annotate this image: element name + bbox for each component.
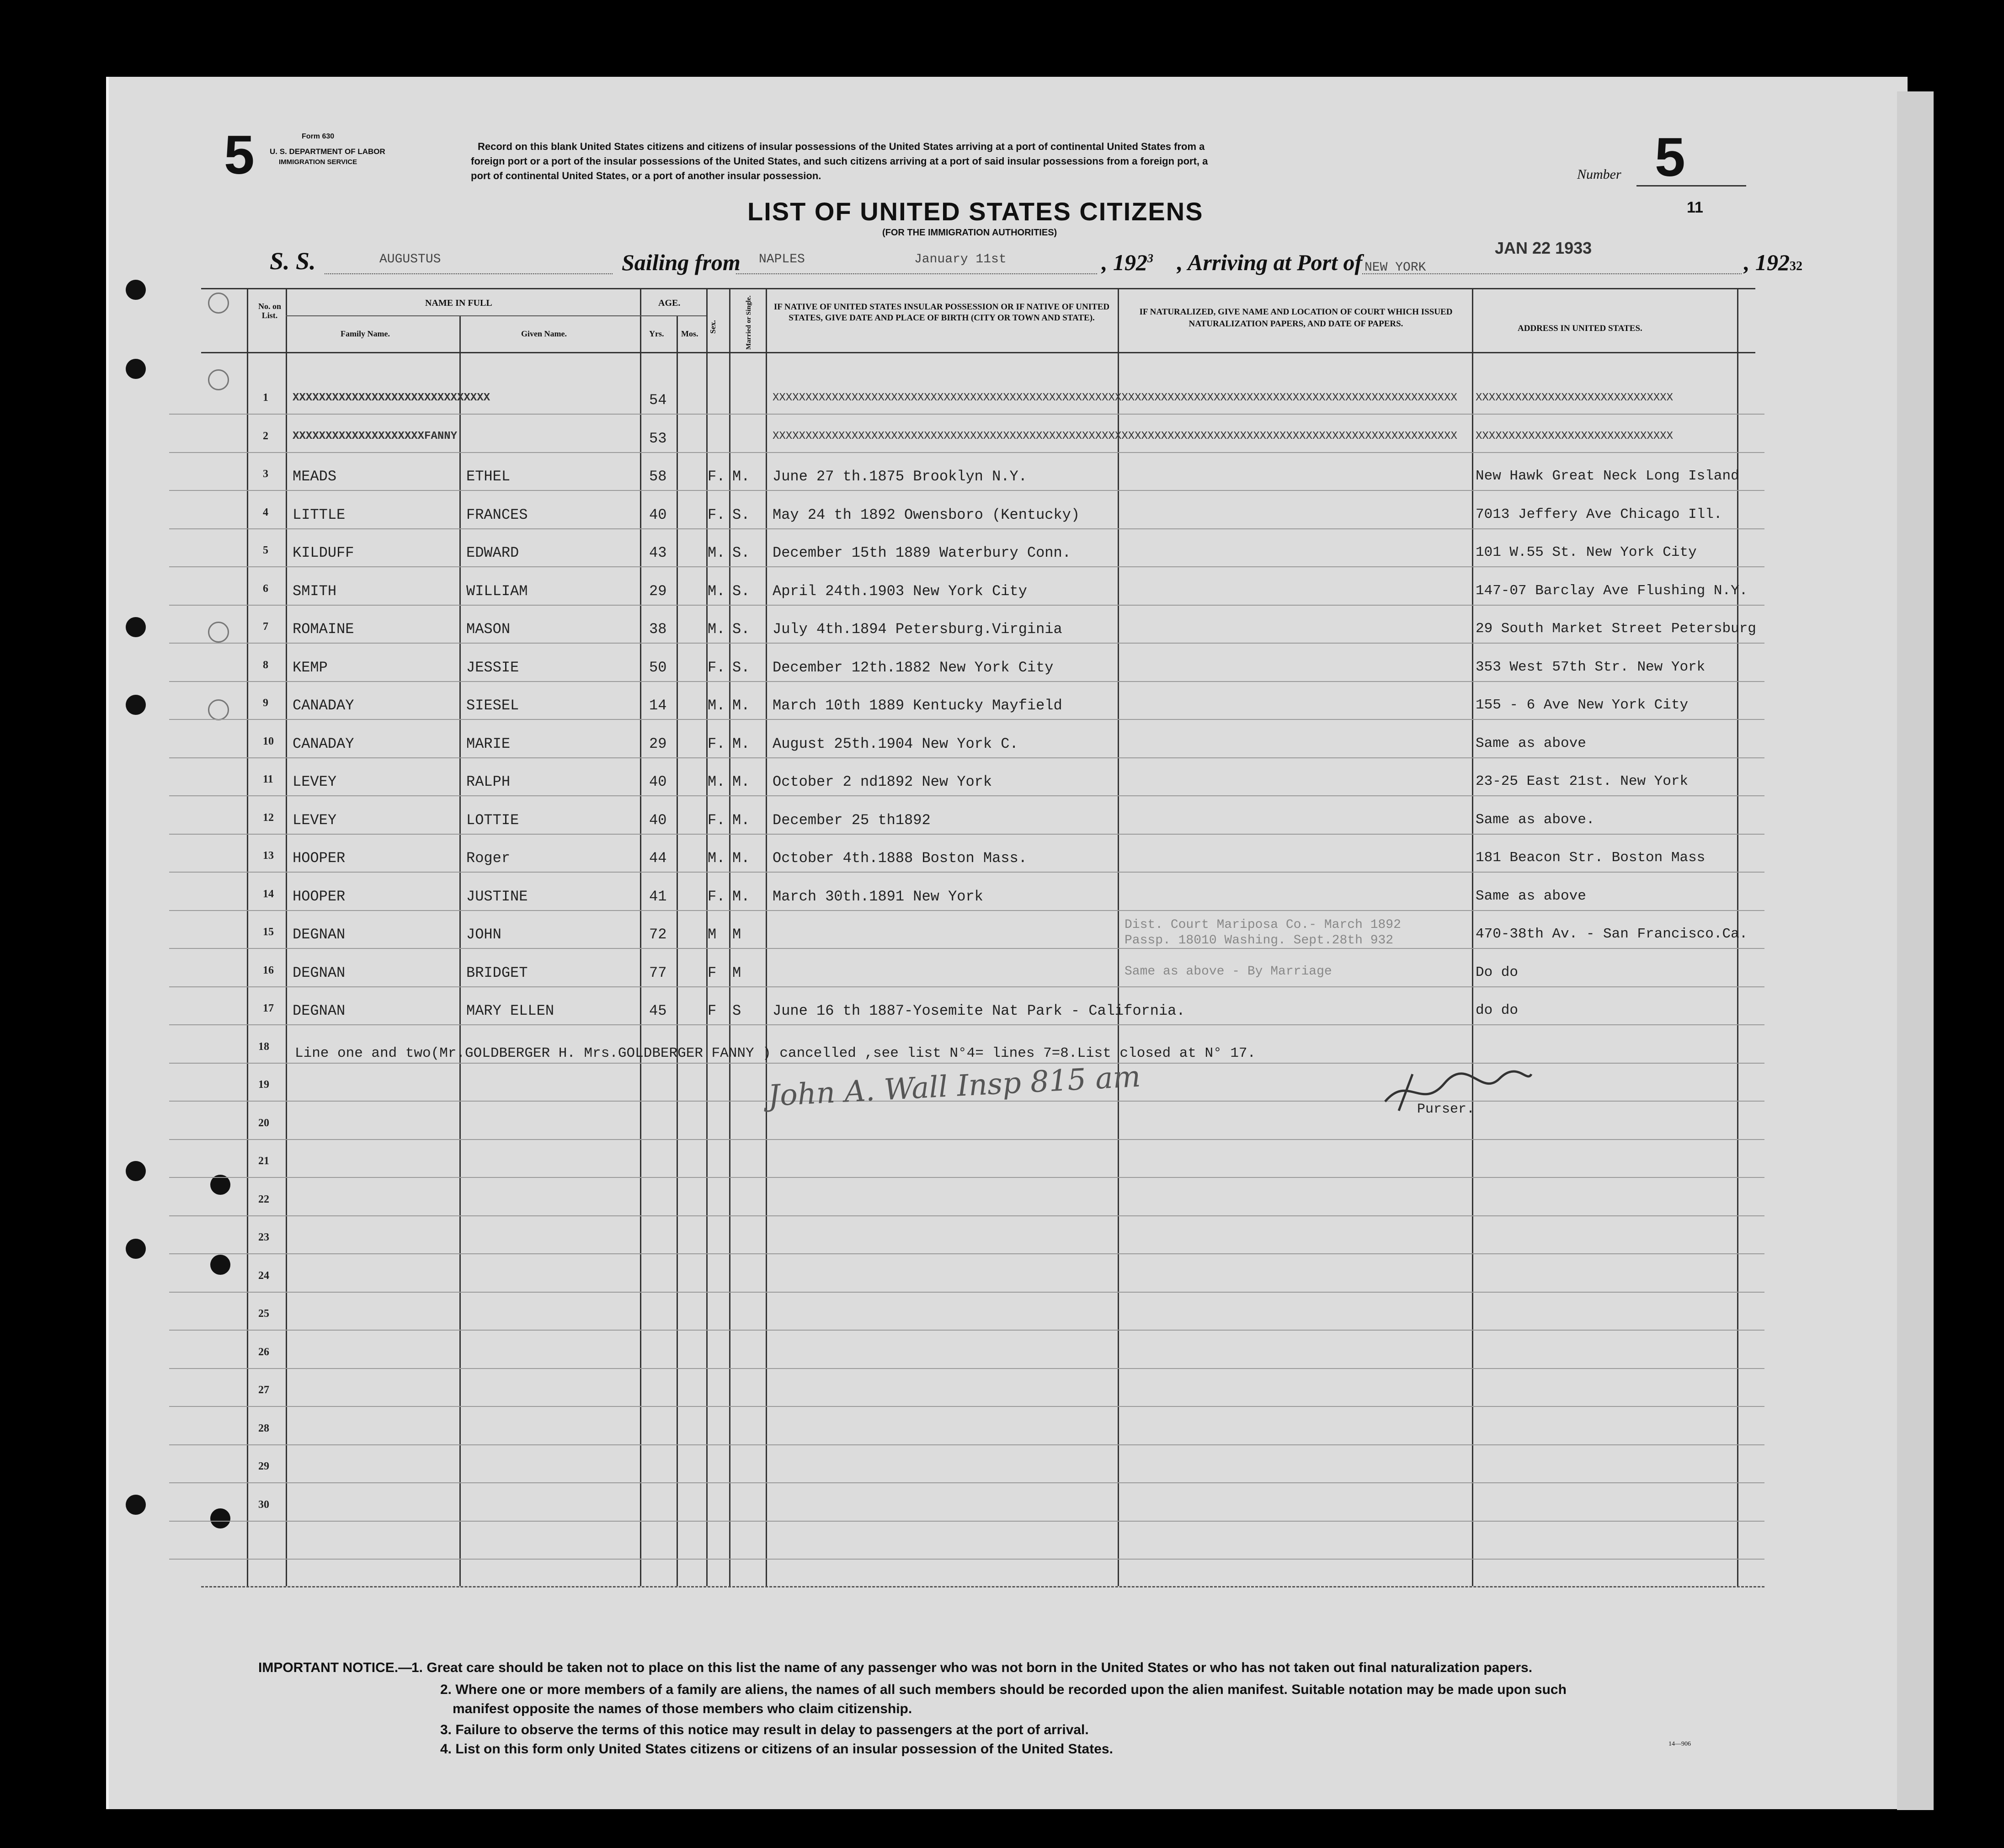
- page-number: 5: [224, 124, 255, 186]
- marital-status: M.: [732, 811, 750, 829]
- age-years: 43: [649, 544, 667, 561]
- sail-date: January 11st: [914, 252, 1007, 266]
- given-name: JESSIE: [466, 659, 519, 676]
- col-divider: [459, 315, 461, 1586]
- age-years: 77: [649, 964, 667, 981]
- row-rule: [169, 1330, 1764, 1331]
- family-name: SMITH: [293, 582, 337, 600]
- notice-item-1: 1. Great care should be taken not to place on this list the name of any passenger who was not born in the United States or who has not taken out final naturalization papers.: [411, 1660, 1533, 1675]
- family-name: ROMAINE: [293, 621, 354, 638]
- row-number: 1: [263, 392, 268, 404]
- given-name: WILLIAM: [466, 582, 528, 600]
- address: New Hawk Great Neck Long Island: [1476, 468, 1739, 484]
- year-2-suffix: 32: [1790, 259, 1802, 273]
- sex: M.: [708, 773, 725, 790]
- family-name: DEGNAN: [293, 964, 346, 981]
- given-name: BRIDGET: [466, 964, 528, 981]
- address: 155 - 6 Ave New York City: [1476, 697, 1689, 713]
- row-number: 5: [263, 544, 268, 556]
- row-number: 2: [263, 430, 268, 442]
- ship-name: AUGUSTUS: [379, 252, 441, 266]
- age-years: 38: [649, 621, 667, 638]
- given-name: SIESEL: [466, 697, 519, 714]
- header-no: No. on List.: [258, 302, 281, 320]
- row-rule: [169, 1139, 1764, 1140]
- birth-info: December 12th.1882 New York City: [773, 659, 1054, 676]
- row-rule: [169, 452, 1764, 453]
- marital-status: M: [732, 926, 741, 943]
- naturalization-info: Same as above - By Marriage: [1125, 964, 1332, 979]
- address: 101 W.55 St. New York City: [1476, 544, 1697, 560]
- family-name: MEADS: [293, 468, 337, 485]
- notice-item-4: 4. List on this form only United States citizens or citizens of an insular possession of the United States.: [440, 1741, 1113, 1757]
- address: XXXXXXXXXXXXXXXXXXXXXXXXXXXXXX: [1476, 392, 1674, 404]
- row-rule: [169, 1253, 1764, 1254]
- age-years: 40: [649, 811, 667, 829]
- reinforcement-ring: [208, 622, 229, 643]
- address: 353 West 57th Str. New York: [1476, 659, 1706, 675]
- address: 147-07 Barclay Ave Flushing N.Y.: [1476, 582, 1748, 599]
- address: 470-38th Av. - San Francisco.Ca.: [1476, 926, 1748, 942]
- row-rule: [169, 1292, 1764, 1293]
- row-number: 11: [263, 773, 273, 785]
- given-name: RALPH: [466, 773, 511, 790]
- marital-status: S.: [732, 659, 750, 676]
- given-name: FRANCES: [466, 506, 528, 523]
- birth-info: October 2 nd1892 New York: [773, 773, 992, 790]
- row-rule: [169, 414, 1764, 415]
- birth-info: May 24 th 1892 Owensboro (Kentucky): [773, 506, 1080, 523]
- age-subheader-line: [640, 315, 706, 316]
- header-name-in-full: NAME IN FULL: [425, 298, 492, 308]
- binder-hole: [126, 280, 146, 300]
- header-sex: Sex.: [709, 320, 717, 334]
- col-divider: [766, 288, 767, 1586]
- family-name: LEVEY: [293, 773, 337, 790]
- notice-label: IMPORTANT NOTICE.—: [258, 1660, 412, 1675]
- age-years: 44: [649, 850, 667, 867]
- year-2: , 19232: [1744, 250, 1802, 275]
- year-2-prefix: 192: [1755, 250, 1790, 275]
- age-years: 72: [649, 926, 667, 943]
- row-rule: [169, 1063, 1764, 1064]
- row-rule: [169, 566, 1764, 567]
- header-address: ADDRESS IN UNITED STATES.: [1518, 324, 1642, 333]
- row-number: 10: [263, 735, 274, 747]
- address: Same as above: [1476, 888, 1586, 904]
- row-number: 29: [258, 1460, 269, 1472]
- row-number: 23: [258, 1231, 269, 1243]
- notice-item-3: 3. Failure to observe the terms of this notice may result in delay to passengers at the port of arrival.: [440, 1722, 1089, 1737]
- row-number: 25: [258, 1308, 269, 1320]
- address: do do: [1476, 1002, 1519, 1018]
- header-naturalized: IF NATURALIZED, GIVE NAME AND LOCATION OF COURT WHICH ISSUED NATURALIZATION PAPERS, AND DATE OF PAPERS.: [1139, 307, 1453, 329]
- given-name: MARIE: [466, 735, 511, 752]
- binder-hole: [210, 1508, 230, 1528]
- header-birth: IF NATIVE OF UNITED STATES INSULAR POSSESSION OR IF NATIVE OF UNITED STATES, GIVE DATE AND PLACE OF BIRTH (CITY OR TOWN AND STATE).: [773, 302, 1110, 323]
- row-rule: [169, 1368, 1764, 1369]
- address: Do do: [1476, 964, 1519, 980]
- row-number: 4: [263, 506, 268, 518]
- name-subheader-line: [286, 315, 640, 316]
- row-rule: [169, 910, 1764, 911]
- row-number: 28: [258, 1422, 269, 1434]
- address: Same as above: [1476, 735, 1586, 751]
- arriving-label: , Arriving at Port of: [1177, 250, 1363, 275]
- family-name: XXXXXXXXXXXXXXXXXXXXFANNY: [293, 430, 458, 442]
- given-name: Roger: [466, 850, 511, 867]
- row-number: 14: [263, 888, 274, 900]
- row-rule: [169, 1406, 1764, 1407]
- marital-status: S.: [732, 621, 750, 638]
- sex: F.: [708, 506, 725, 523]
- header-age: AGE.: [658, 298, 681, 308]
- age-years: 40: [649, 506, 667, 523]
- ss-label: S. S.: [270, 247, 316, 275]
- col-divider: [677, 315, 678, 1586]
- row-rule: [169, 605, 1764, 606]
- form-code: 14—906: [1668, 1741, 1691, 1747]
- sail-from: NAPLES: [759, 252, 805, 266]
- row-number: 26: [258, 1346, 269, 1358]
- binder-hole: [126, 1161, 146, 1181]
- marital-status: M.: [732, 773, 750, 790]
- family-name: HOOPER: [293, 888, 346, 905]
- row-number: 24: [258, 1269, 269, 1282]
- sex: M.: [708, 582, 725, 600]
- family-name: KEMP: [293, 659, 328, 676]
- family-name: LEVEY: [293, 811, 337, 829]
- age-years: 45: [649, 1002, 667, 1019]
- row-number: 3: [263, 468, 268, 480]
- row-rule: [169, 872, 1764, 873]
- binder-hole: [126, 1239, 146, 1259]
- row-rule: [169, 1559, 1764, 1560]
- reinforcement-ring: [208, 293, 229, 314]
- row-rule: [169, 1177, 1764, 1178]
- row-rule: [169, 948, 1764, 949]
- birth-info: April 24th.1903 New York City: [773, 582, 1027, 600]
- reinforcement-ring: [208, 369, 229, 390]
- inspector-signature: John A. Wall Insp 815 am: [767, 1060, 1141, 1113]
- year-1-prefix: 192: [1113, 250, 1147, 275]
- given-name: MASON: [466, 621, 511, 638]
- row-number: 9: [263, 697, 268, 709]
- birth-info: XXXXXXXXXXXXXXXXXXXXXXXXXXXXXXXXXXXXXXXXXXXXXXXXXXXXXXXXXXXXXXXXXXXXXXXXXXXXXXXXXXXXXXXXXXXXXXXXXXXXXXXX: [773, 430, 1457, 442]
- row-rule: [169, 795, 1764, 796]
- family-name: KILDUFF: [293, 544, 354, 561]
- age-years: 53: [649, 430, 667, 447]
- year-1-suffix: 3: [1147, 251, 1153, 265]
- sex: M.: [708, 544, 725, 561]
- reinforcement-ring: [208, 699, 229, 720]
- binder-hole: [126, 617, 146, 637]
- row-number: 21: [258, 1155, 269, 1167]
- row-number: 13: [263, 850, 274, 862]
- sex: F.: [708, 811, 725, 829]
- age-years: 29: [649, 582, 667, 600]
- row-number: 19: [258, 1079, 269, 1091]
- header-given-name: Given Name.: [521, 329, 567, 338]
- instructions-line-2: foreign port or a port of the insular possessions of the United States, and such citizens arriving at a port of said insular possessions from a foreign port, a: [471, 155, 1208, 167]
- birth-info: March 30th.1891 New York: [773, 888, 983, 905]
- notice-item-2b: manifest opposite the names of those members who claim citizenship.: [453, 1701, 912, 1716]
- sex: F: [708, 1002, 717, 1019]
- family-name: XXXXXXXXXXXXXXXXXXXXXXXXXXXXXX: [293, 392, 490, 404]
- birth-info: XXXXXXXXXXXXXXXXXXXXXXXXXXXXXXXXXXXXXXXXXXXXXXXXXXXXXXXXXXXXXXXXXXXXXXXXXXXXXXXXXXXXXXXXXXXXXXXXXXXXXXXX: [773, 392, 1457, 404]
- notice-item-2a: 2. Where one or more members of a family are aliens, the names of all such members should be recorded upon the alien manifest. Suitable notation may be made upon such: [440, 1682, 1567, 1697]
- row-number: 27: [258, 1384, 269, 1396]
- row-rule: [169, 1521, 1764, 1522]
- row-number: 7: [263, 621, 268, 633]
- binder-hole: [210, 1255, 230, 1275]
- col-divider: [640, 288, 641, 1586]
- sex: F.: [708, 468, 725, 485]
- header-mos: Mos.: [681, 329, 698, 338]
- row-number: 30: [258, 1498, 269, 1511]
- row-number: 22: [258, 1193, 269, 1205]
- row-rule: [169, 490, 1764, 491]
- header-yrs: Yrs.: [649, 329, 664, 338]
- page-subtitle: (FOR THE IMMIGRATION AUTHORITIES): [882, 228, 1057, 238]
- header-bottom-border: [201, 352, 1755, 353]
- age-years: 14: [649, 697, 667, 714]
- row-number: 16: [263, 964, 274, 976]
- row-rule: [169, 986, 1764, 987]
- from-underline: [736, 273, 1097, 274]
- marital-status: M.: [732, 468, 750, 485]
- table-top-border: [201, 288, 1755, 289]
- birth-info: June 16 th 1887-Yosemite Nat Park - California.: [773, 1002, 1185, 1019]
- row-rule: [169, 681, 1764, 682]
- marital-status: S.: [732, 582, 750, 600]
- arrival-port: NEW YORK: [1364, 261, 1426, 275]
- address: Same as above.: [1476, 811, 1595, 828]
- row-number: 8: [263, 659, 268, 671]
- binder-hole: [126, 1495, 146, 1515]
- col-divider: [729, 288, 730, 1586]
- row-rule: [169, 719, 1764, 720]
- address: 29 South Market Street Petersburg: [1476, 621, 1756, 637]
- row-rule: [169, 528, 1764, 529]
- given-name: EDWARD: [466, 544, 519, 561]
- birth-info: August 25th.1904 New York C.: [773, 735, 1018, 752]
- table-bottom-border: [201, 1586, 1764, 1587]
- age-years: 54: [649, 392, 667, 409]
- row-number: 15: [263, 926, 274, 938]
- birth-info: March 10th 1889 Kentucky Mayfield: [773, 697, 1062, 714]
- row-rule: [169, 643, 1764, 644]
- sex: M.: [708, 850, 725, 867]
- age-years: 41: [649, 888, 667, 905]
- service-line: IMMIGRATION SERVICE: [279, 158, 357, 166]
- given-name: JUSTINE: [466, 888, 528, 905]
- marital-status: M: [732, 964, 741, 981]
- sheet-number: 11: [1687, 199, 1703, 216]
- sex: F.: [708, 735, 725, 752]
- birth-info: October 4th.1888 Boston Mass.: [773, 850, 1027, 867]
- marital-status: M.: [732, 888, 750, 905]
- row-number: 17: [263, 1002, 274, 1014]
- page-title: LIST OF UNITED STATES CITIZENS: [747, 197, 1204, 226]
- age-years: 58: [649, 468, 667, 485]
- number-underline: [1636, 185, 1746, 186]
- header-married: Married or Single.: [745, 295, 752, 350]
- marital-status: S.: [732, 506, 750, 523]
- address: 7013 Jeffery Ave Chicago Ill.: [1476, 506, 1722, 522]
- address: 23-25 East 21st. New York: [1476, 773, 1689, 789]
- page-edge: [1897, 91, 1934, 1810]
- family-name: CANADAY: [293, 735, 354, 752]
- age-years: 50: [649, 659, 667, 676]
- row-rule: [169, 834, 1764, 835]
- purser-label: Purser.: [1417, 1102, 1475, 1117]
- family-name: LITTLE: [293, 506, 346, 523]
- sex: M: [708, 926, 717, 943]
- sailing-label: Sailing from: [622, 250, 741, 275]
- given-name: LOTTIE: [466, 811, 519, 829]
- naturalization-info: Passp. 18010 Washing. Sept.28th 932: [1125, 933, 1394, 948]
- department-line: U. S. DEPARTMENT OF LABOR: [270, 147, 385, 156]
- year-1: , $192^3$: [1102, 250, 1153, 275]
- binder-hole: [126, 695, 146, 715]
- marital-status: M.: [732, 697, 750, 714]
- sex: M.: [708, 621, 725, 638]
- marital-status: M.: [732, 735, 750, 752]
- sex: F.: [708, 888, 725, 905]
- address: XXXXXXXXXXXXXXXXXXXXXXXXXXXXXX: [1476, 430, 1674, 442]
- birth-info: June 27 th.1875 Brooklyn N.Y.: [773, 468, 1027, 485]
- marital-status: S.: [732, 544, 750, 561]
- address: 181 Beacon Str. Boston Mass: [1476, 850, 1706, 866]
- binder-hole: [126, 359, 146, 379]
- given-name: JOHN: [466, 926, 501, 943]
- family-name: HOOPER: [293, 850, 346, 867]
- ship-underline: [325, 273, 613, 274]
- given-name: MARY ELLEN: [466, 1002, 554, 1019]
- instructions-line-1: Record on this blank United States citizens and citizens of insular possessions of the United States arriving at a port of continental United States from a: [478, 141, 1205, 152]
- marital-status: M.: [732, 850, 750, 867]
- naturalization-info: Dist. Court Mariposa Co.- March 1892: [1125, 918, 1401, 932]
- sex: F: [708, 964, 717, 981]
- family-name: DEGNAN: [293, 1002, 346, 1019]
- arrival-stamp: JAN 22 1933: [1495, 239, 1592, 257]
- marital-status: S: [732, 1002, 741, 1019]
- header-family-name: Family Name.: [341, 329, 390, 338]
- given-name: ETHEL: [466, 468, 511, 485]
- sex: M.: [708, 697, 725, 714]
- row-number: 18: [258, 1040, 269, 1053]
- row-number: 12: [263, 811, 274, 824]
- row-rule: [169, 1024, 1764, 1025]
- col-divider: [247, 288, 248, 1586]
- col-divider: [1472, 288, 1473, 1586]
- row-rule: [169, 1215, 1764, 1216]
- age-years: 40: [649, 773, 667, 790]
- instructions-line-3: port of continental United States, or a port of another insular possession.: [471, 170, 821, 181]
- row-rule: [169, 1444, 1764, 1445]
- row-number: 6: [263, 582, 268, 595]
- number-label: Number: [1577, 167, 1621, 182]
- birth-info: December 15th 1889 Waterbury Conn.: [773, 544, 1071, 561]
- row-rule: [169, 1482, 1764, 1483]
- birth-info: July 4th.1894 Petersburg.Virginia: [773, 621, 1062, 638]
- col-divider: [1118, 288, 1119, 1586]
- sex: F.: [708, 659, 725, 676]
- row-number: 20: [258, 1117, 269, 1129]
- cancellation-note: Line one and two(Mr.GOLDBERGER H. Mrs.GOLDBERGER FANNY ) cancelled ,see list N°4= lines 7=8.List closed at N° 17.: [295, 1045, 1256, 1061]
- family-name: DEGNAN: [293, 926, 346, 943]
- age-years: 29: [649, 735, 667, 752]
- col-divider: [286, 288, 287, 1586]
- form-number: Form 630: [302, 133, 335, 140]
- birth-info: December 25 th1892: [773, 811, 931, 829]
- row-rule: [169, 757, 1764, 758]
- number-value: 5: [1655, 127, 1685, 188]
- family-name: CANADAY: [293, 697, 354, 714]
